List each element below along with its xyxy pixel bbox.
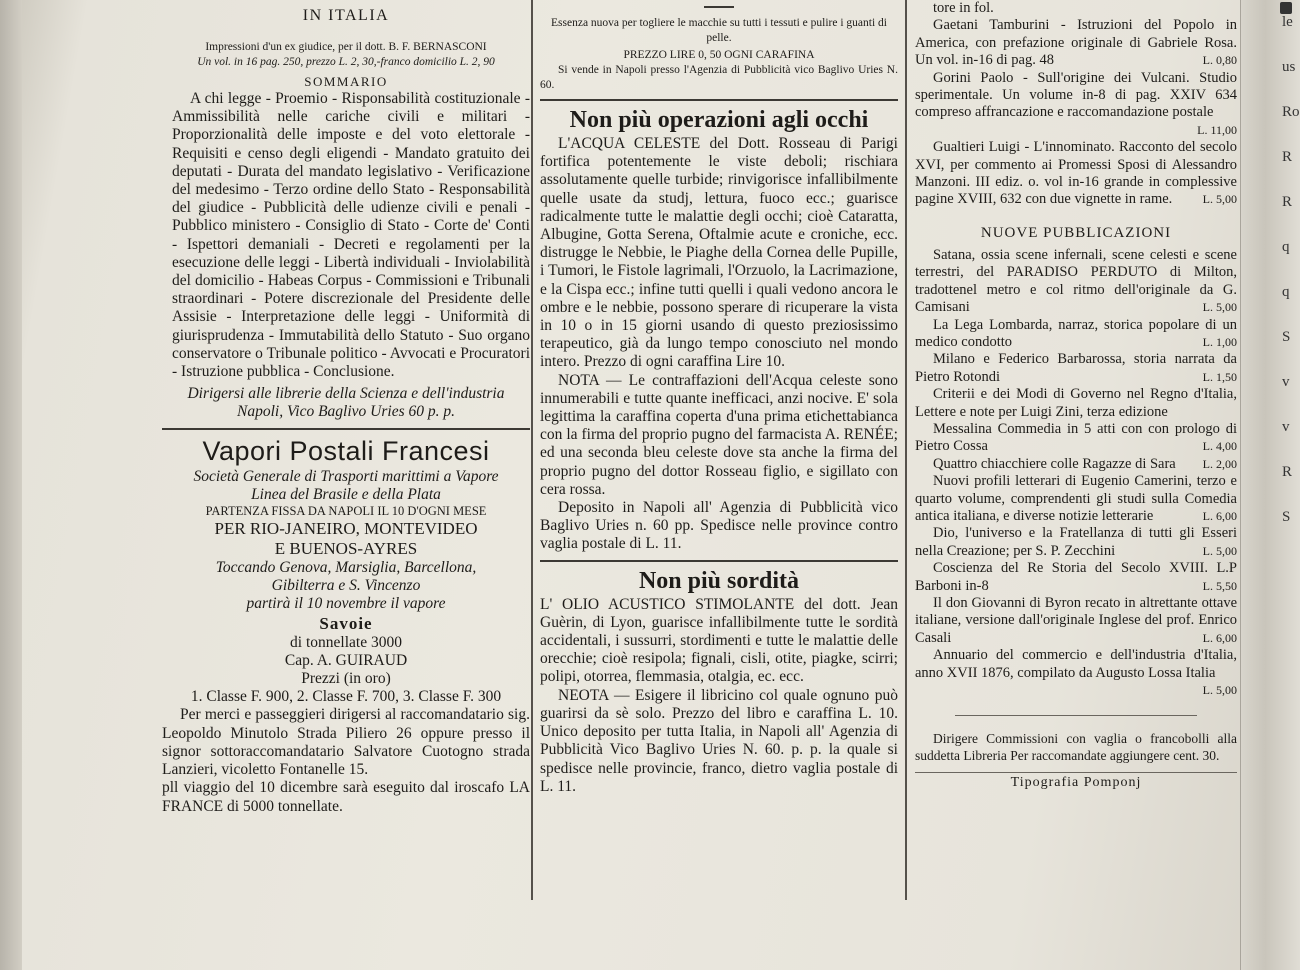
book-entry-text: Dio, l'universo e la Fratellanza di tutti gli Esseri nella Creazione; per S. P. Zecchini — [915, 525, 1237, 559]
column-1 — [162, 0, 530, 816]
tipografia-line: Tipografia Pomponj — [1010, 775, 1142, 791]
book-entry-text: Annuario del commercio e dell'industria d'Italia, anno XVII 1876, compilato da Augusto Lossa Italia — [915, 647, 1237, 681]
column-3 — [915, 0, 1237, 791]
vende-text: Si vende in Napoli presso l'Agenzia di Pubblicità vico Baglivo Uries N. 60. — [540, 64, 898, 91]
book-entry-text: La Lega Lombarda, narraz, storica popolare di un medico condotto — [915, 316, 1237, 350]
book-entry-price: L. 2,00 — [1202, 456, 1237, 471]
nuove-title: NUOVE PUBBLICAZIONI — [980, 224, 1172, 241]
book-entry — [915, 351, 1237, 386]
book-list-top — [915, 0, 1237, 209]
essenza-text: Essenza nuova per togliere le macchie su tutti i tessuti e pulire i guanti di pelle. — [551, 17, 887, 44]
occhi-title: Non più operazioni agli occhi — [569, 107, 869, 133]
book-entry-text: Satana, ossia scene infernali, scene celesti e scene terrestri, del PARADISO PERDUTO di Milton, tradottenel metro e col ritmo dell'originale da G. Camisani — [915, 246, 1237, 316]
scrap-fragment: R — [1282, 149, 1293, 165]
book-entry-text: Gaetani Tamburini - Istruzioni del Popolo in America, con prefazione originale di Gabriele Rosa. Un vol. in-16 di pag. 48 — [915, 17, 1237, 69]
divider — [955, 715, 1197, 716]
section-header: IN ITALIA — [302, 7, 390, 24]
divider — [540, 99, 898, 101]
sommario-title: SOMMARIO — [304, 74, 388, 89]
sommario-text: A chi legge - Proemio - Risponsabilità costituzionale - Ammissibilità nelle cariche civili e militari - Proporzionalità delle imposte e del voto elettorale - Requisiti e censo degli eligendi - Mandato gratuito dei deputati - Durata del mandato legislativo - Verificazione del medesimo - Terzo ordine dello Stato - Responsabilità del giudice - Pubblicità delle udienze civili e penali - Pubblico ministero - Consiglio di Stato - Corte de' Conti - Ispettori demaniali - Decreti e regolamenti per la esecuzione delle leggi - Libertà individuali - Inviolabilità del domicilio - Habeas Corpus - Commissioni e Tribunali straordinari - Potere discrezionale del Presidente delle Assisie - Interpretazione delle leggi - Uniformità di giurisprudenza - Immutabilità dello Statuto - Suo organo conservatore o Tribunale politico - Avvocati e Procuratori - Istruzione pubblica - Conclusione. — [172, 90, 530, 381]
book-entry-price: L. 4,00 — [1202, 439, 1237, 454]
book-entry — [915, 595, 1237, 647]
book-entry-text: Messalina Commedia in 5 atti con con prologo di Pietro Cossa — [915, 420, 1237, 455]
book-entry — [915, 247, 1237, 317]
dirigere-text: Dirigere Commissioni con vaglia o francobolli alla suddetta Libreria Per raccomandate aggiungere cent. 30. — [915, 731, 1237, 764]
scrap-fragment: us — [1282, 59, 1296, 75]
book-entry — [915, 456, 1237, 473]
classi-line: 1. Classe F. 900, 2. Classe F. 700, 3. Classe F. 300 — [190, 688, 502, 706]
divider — [162, 428, 530, 430]
scrap-fragment: S — [1282, 509, 1291, 525]
book-entry-price: L. 6,00 — [1202, 508, 1237, 523]
captain-line: Cap. A. GUIRAUD — [284, 651, 408, 669]
scrap-fragment: R — [1282, 464, 1293, 480]
deposito-text: Deposito in Napoli all' Agenzia di Pubblicità vico Baglivo Uries n. 60 pp. Spedisce nelle province contro vaglia postale di L. 11. — [540, 499, 898, 553]
book-entry-text: Gorini Paolo - Sull'origine dei Vulcani. Studio sperimentale. Un volume in-8 di pag. XXIV 634 compreso affrancazione e raccomandazione postale — [915, 69, 1237, 121]
vapori-title: Vapori Postali Francesi — [202, 435, 490, 466]
sordita-title: Non più sordità — [638, 567, 800, 594]
binding-gutter — [0, 0, 22, 970]
book-entry-price: L. 6,00 — [1202, 630, 1237, 645]
book-entry — [915, 647, 1237, 699]
prezzo-line: PREZZO LIRE 0, 50 OGNI CARAFINA — [623, 49, 815, 61]
book-entry — [915, 386, 1237, 421]
divider — [540, 560, 898, 562]
book-entry-text: Il don Giovanni di Byron recato in altrettante ottave italiane, versione dall'originale Inglese del prof. Enrico Casali — [915, 595, 1237, 646]
book-price-line: Un vol. in 16 pag. 250, prezzo L. 2, 30,-franco domicilio L. 2, 90 — [197, 56, 495, 68]
column-2 — [540, 0, 898, 796]
gibilterra-line: Gibilterra e S. Vincenzo — [271, 577, 421, 595]
book-entry — [915, 473, 1237, 525]
scrap-fragment: v — [1282, 419, 1290, 435]
book-entry-text: Gualtieri Luigi - L'innominato. Racconto del secolo XVI, per commento ai Promessi Sposi di Alessandro Manzoni. III ediz. o. vol in-16 grande in complessive pagine XVIII, 632 con due vignette in rame. — [915, 139, 1237, 208]
nota-text: NOTA — Le contraffazioni dell'Acqua celeste sono innumerabili e tutte quante inefficaci, anzi nocive. E' sola legittima la caraffina coperta d'una prima etichettabianca con la firma del proprio pugno del farmacista A. RENÉE; ed una seconda bleu celeste dove sta anche la firma del proprio pugno del dottor Rosseau figlio, e sigillato con cera rossa. — [540, 371, 898, 498]
buenos-line: E BUENOS-AYRES — [274, 539, 418, 559]
book-entry-price: L. 5,50 — [1202, 578, 1237, 593]
societa-line: Società Generale di Trasporti marittimi a Vapore — [193, 467, 499, 485]
next-page-scraps — [1282, 0, 1300, 540]
scrap-fragment: R — [1282, 194, 1293, 210]
book-entry-text: Nuovi profili letterari di Eugenio Camerini, terzo e quarto volume, comprendenti gli studi sulla Comedia antica italiana, e diverse notizie letterarie — [915, 473, 1237, 524]
partira-line: partirà il 10 novembre il vapore — [246, 595, 446, 613]
book-entry-price: L. 1,00 — [1202, 334, 1237, 349]
book-entry-text: Milano e Federico Barbarossa, storia narrata da Pietro Rotondi — [915, 351, 1237, 385]
book-entry-price: L. 1,50 — [1202, 369, 1237, 384]
book-entry-text: Quattro chiacchiere colle Ragazze di Sara — [933, 455, 1176, 472]
ship-name: Savoie — [319, 613, 373, 633]
book-entry — [915, 139, 1237, 209]
scrap-fragment: le — [1282, 14, 1293, 30]
book-entry-price: L. 11,00 — [1197, 122, 1237, 137]
partenza-line: PARTENZA FISSA DA NAPOLI IL 10 D'OGNI MESE — [205, 504, 487, 519]
scrap-fragment: v — [1282, 374, 1290, 390]
occhi-text: L'ACQUA CELESTE del Dott. Rosseau di Parigi fortifica potentemente le viste deboli; rischiara assolutamente quelle turbide; rinvigorisce infallibilmente quelle usate da studj, lettura, fuoco ecc.; guarisce radicalmente tutte le malattie degli occhi; cioè Cataratta, Albugine, Gotta Serena, Oftalmie acute e croniche, ecc. distrugge le Nebbie, le Piaghe della Cornea delle Pupille, i Tumori, le Fistole lagrimali, l'Orzuolo, la Lacrimazione, e la Cispa ecc.; infine tutti quelli i quali vedono ancora le ombre e le nebbie, possono sperare di ricuperare la vista in 10 o in 15 giorni usando di questo preziosissimo terapeutico, già da lungo tempo conosciuto nel mondo intero. Prezzo di ogni caraffina Lire 10. — [540, 135, 898, 371]
book-entry-price: L. 5,00 — [1202, 192, 1237, 207]
merci-text: Per merci e passeggieri dirigersi al raccomandatario sig. Leopoldo Minutolo Strada Piliero 26 oppure presso il signor sottoraccomandatario Salvatore Cuotogno strada Lanzieri, vicoletto Fontanelle 15. — [162, 706, 530, 779]
olio-text: L' OLIO ACUSTICO STIMOLANTE del dott. Jean Guèrin, di Lyon, guarisce infallibilmente tutte le sordità accidentali, i sussurri, stordimenti e tutte le malattie delle orecchie; cioè resipola; fignali, cisli, otite, piagke, scirri; polipi, otorrea, flemmasia, otalgia, ec. ecc. — [540, 595, 898, 686]
book-entry-text: Criterii e dei Modi di Governo nel Regno d'Italia, Lettere e note per Luigi Zini, terza edizione — [915, 386, 1237, 420]
scrap-fragment: S — [1282, 329, 1291, 345]
dirigersi-line-2: Napoli, Vico Baglivo Uries 60 p. p. — [237, 403, 455, 421]
prezzi-line: Prezzi (in oro) — [301, 670, 391, 688]
tonnellate-line: di tonnellate 3000 — [290, 633, 402, 651]
book-list-nuove — [915, 247, 1237, 700]
book-entry-text: tore in fol. — [933, 0, 994, 16]
book-entry-price: L. 5,00 — [1202, 683, 1237, 698]
neota-text: NEOTA — Esigere il libricino col quale ognuno può guarirsi da sè solo. Prezzo del libro e caraffina L. 10. Unico deposito per tutta Italia, in Napoli all' Agenzia di Pubblicità Vico Baglivo Uries N. 60. p. p. la quale si spedisce nelle provincie, franco, dietro vaglia postale di L. 11. — [540, 686, 898, 795]
book-entry — [915, 0, 1237, 17]
toccando-line: Toccando Genova, Marsiglia, Barcellona, — [215, 559, 477, 577]
book-entry-text: Coscienza del Re Storia del Secolo XVIII. L.P Barboni in-8 — [915, 560, 1237, 594]
scrap-fragment: Ro — [1282, 104, 1300, 120]
book-entry-price: L. 0,80 — [1202, 53, 1237, 68]
viaggio-text: pll viaggio del 10 dicembre sarà eseguito dal iroscafo LA FRANCE di 5000 tonnellate. — [162, 779, 530, 815]
mini-divider — [704, 6, 734, 8]
scrap-fragment: q — [1282, 239, 1290, 255]
dirigersi-line-1: Dirigersi alle librerie della Scienza e dell'industria — [187, 385, 505, 403]
linea-line: Linea del Brasile e della Plata — [251, 485, 441, 503]
column-rule-2 — [905, 0, 907, 900]
book-entry — [915, 317, 1237, 352]
divider — [915, 772, 1237, 773]
book-entry-price: L. 5,00 — [1202, 543, 1237, 558]
column-rule-1 — [531, 0, 533, 900]
book-entry — [915, 421, 1237, 456]
book-entry — [915, 70, 1237, 140]
book-title-line: Impressioni d'un ex giudice, per il dott. B. F. BERNASCONI — [205, 41, 487, 53]
book-entry — [915, 525, 1237, 560]
book-entry-price: L. 5,00 — [1202, 300, 1237, 315]
destinazione-line: PER RIO-JANEIRO, MONTEVIDEO — [214, 519, 478, 539]
book-entry — [915, 17, 1237, 69]
book-entry — [915, 560, 1237, 595]
scrap-fragment: q — [1282, 284, 1290, 300]
